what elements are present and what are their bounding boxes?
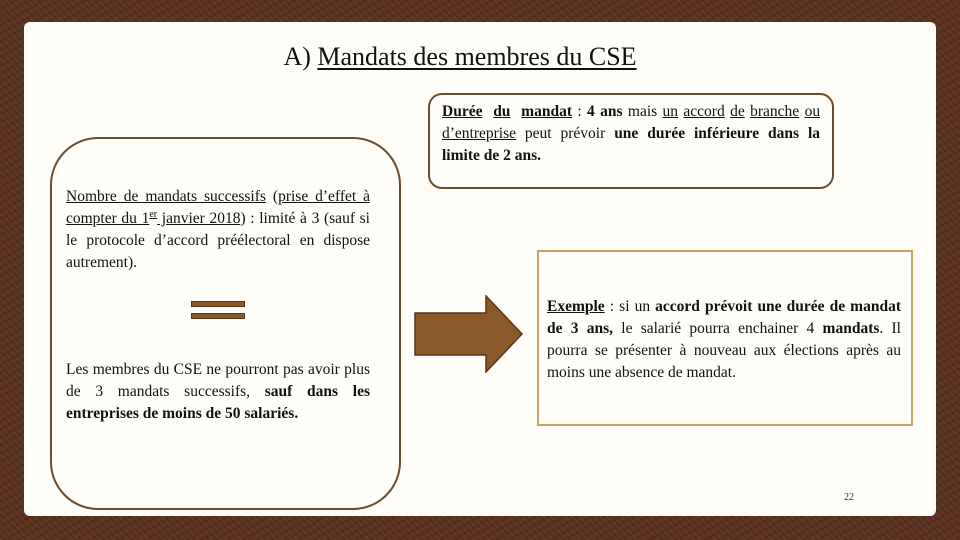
sauf-text: sauf dans les entreprises de moins de 50 salariés.	[66, 383, 370, 422]
prise-effet-text: prise d’effet à compter du 1	[66, 188, 371, 227]
cse-members-text: Les membres du CSE ne pourront pas avoir plus de 3 mandats successifs, sauf dans les entreprises de moins de 50 salariés.	[66, 361, 370, 422]
limite-text: ) : limité à 3 (sauf si le protocole d’accord préélectoral en dispose autrement).	[66, 210, 370, 271]
slide-title	[0, 42, 920, 72]
colon: :	[572, 103, 588, 120]
successive-mandates-text: Nombre de mandats successifs (prise d’effet à compter du 1er janvier 2018) : limité à 3 (sauf si le protocole d’accord préélectoral en dispose autrement).	[66, 188, 371, 271]
entreprise-text: d’entreprise	[442, 125, 517, 142]
janvier-text: janvier 2018	[157, 210, 241, 227]
un-text: un	[662, 103, 679, 120]
title-prefix: A)	[283, 42, 318, 71]
exemple-label: Exemple	[547, 298, 605, 315]
mandats-bold: mandats	[822, 320, 880, 337]
duration-box	[428, 93, 834, 189]
branche-text: branche	[750, 103, 800, 120]
mais-text: mais	[622, 103, 663, 120]
right-arrow-icon	[414, 295, 524, 373]
peut-prevoir-text: peut prévoir	[516, 125, 615, 142]
de-text: de	[730, 103, 745, 120]
title-text: Mandats des membres du CSE	[317, 42, 637, 71]
du-label: du	[493, 103, 511, 120]
equals-sign-icon	[191, 301, 245, 323]
accord-text: accord	[683, 103, 725, 120]
page-number: 22	[844, 492, 854, 503]
nombre-mandats-label: Nombre de mandats successifs	[66, 188, 266, 205]
ou-text: ou	[804, 103, 821, 120]
duree-inferieure-text: une durée inférieure dans la limite de 2 ans.	[442, 125, 820, 164]
duree-label: Durée	[442, 103, 483, 120]
accord-duree-text: accord prévoit une durée de mandat de 3 ans,	[547, 298, 902, 337]
four-years: 4 ans	[587, 103, 623, 120]
example-box: Exemple : si un accord prévoit une durée de mandat de 3 ans, le salarié pourra enchainer 4 mandats. Il pourra se présenter à nouveau aux élections après au moins une absence de mandat.	[537, 250, 913, 426]
mandat-label: mandat	[521, 103, 572, 120]
